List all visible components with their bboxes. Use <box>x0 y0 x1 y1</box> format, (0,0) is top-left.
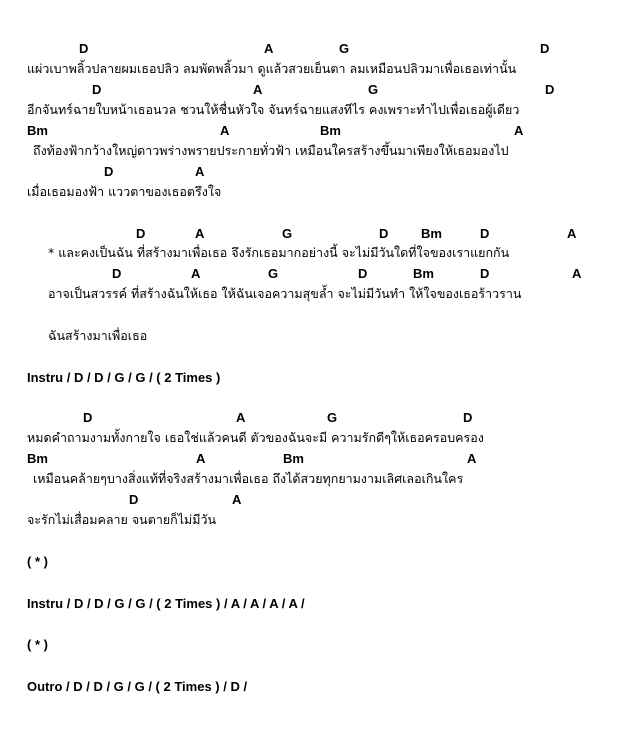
chord: Bm <box>413 266 434 281</box>
chord: D <box>480 226 490 241</box>
lyric-line: เหมือนคล้ายๆบางสิ่งแท้ที่จริงสร้างมาเพื่อเธอ ถึงได้สวยทุกยามงามเลิศเลอเกินใคร <box>33 471 464 486</box>
lyric-line: แผ่วเบาพลิ้วปลายผมเธอปลิว ลมพัดพลิ้วมา ดูแล้วสวยเย็นตา ลมเหมือนปลิวมาเพื่อเธอเท่านั้น <box>27 61 517 76</box>
chord: D <box>104 164 114 179</box>
chord: A <box>220 123 230 138</box>
chord: D <box>112 266 122 281</box>
chord: A <box>567 226 577 241</box>
chord: A <box>467 451 477 466</box>
chord: D <box>129 492 139 507</box>
chord: D <box>379 226 389 241</box>
chord: D <box>540 41 550 56</box>
lyric-line: ถึงท้องฟ้ากว้างใหญ่ดาวพร่างพรายประกายทั่วฟ้า เหมือนใครสร้างขึ้นมาเพียงให้เธอมองไป <box>33 143 509 158</box>
chord: A <box>572 266 582 281</box>
lyric-line: หมดคำถามงามทั้งกายใจ เธอใช่แล้วคนดี ตัวของฉันจะมี ความรักดีๆให้เธอครอบครอง <box>27 430 484 445</box>
chord: D <box>92 82 102 97</box>
chord: D <box>358 266 368 281</box>
chord: A <box>232 492 242 507</box>
chord: Bm <box>421 226 442 241</box>
instrumental-line: Instru / D / D / G / G / ( 2 Times ) <box>27 370 221 385</box>
lyric-line: ฉันสร้างมาเพื่อเธอ <box>48 328 148 343</box>
chord: A <box>196 451 206 466</box>
chord: A <box>195 226 205 241</box>
lyric-line: อาจเป็นสวรรค์ ที่สร้างฉันให้เธอ ให้ฉันเจอความสุขล้ำ จะไม่มีวันทำ ให้ใจของเธอร้าวราน <box>48 286 522 301</box>
lyric-line: อีกจันทร์ฉายใบหน้าเธอนวล ชวนให้ชื่นหัวใจ จันทร์ฉายแสงทีไร คงเพราะทำไปเพื่อเธอผู้เดียว <box>27 102 520 117</box>
chord: A <box>253 82 263 97</box>
chord: A <box>195 164 205 179</box>
chord: D <box>463 410 473 425</box>
chord: Bm <box>283 451 304 466</box>
lyric-line: เมื่อเธอมองฟ้า แววตาของเธอตรึงใจ <box>27 184 222 199</box>
chord: G <box>327 410 338 425</box>
lyric-line: จะรักไม่เสื่อมคลาย จนตายก็ไม่มีวัน <box>27 512 217 527</box>
repeat-marker: ( * ) <box>27 554 48 569</box>
chord: Bm <box>27 451 48 466</box>
chord: G <box>368 82 379 97</box>
repeat-marker: ( * ) <box>27 637 48 652</box>
chord: G <box>268 266 279 281</box>
chord: G <box>339 41 350 56</box>
chord: D <box>136 226 146 241</box>
chord: G <box>282 226 293 241</box>
outro-line: Outro / D / D / G / G / ( 2 Times ) / D / <box>27 679 248 694</box>
chord: A <box>191 266 201 281</box>
lyric-line: * และคงเป็นฉัน ที่สร้างมาเพื่อเธอ จึงรักเธอมากอย่างนี้ จะไม่มีวันใดที่ใจของเราแยกกัน <box>48 245 510 260</box>
chord: D <box>79 41 89 56</box>
chord: Bm <box>27 123 48 138</box>
chord: Bm <box>320 123 341 138</box>
chord: D <box>83 410 93 425</box>
chord: A <box>514 123 524 138</box>
instrumental-line: Instru / D / D / G / G / ( 2 Times ) / A / A / A / A / <box>27 596 305 611</box>
chord: D <box>545 82 555 97</box>
chord: D <box>480 266 490 281</box>
chord: A <box>236 410 246 425</box>
chord: A <box>264 41 274 56</box>
